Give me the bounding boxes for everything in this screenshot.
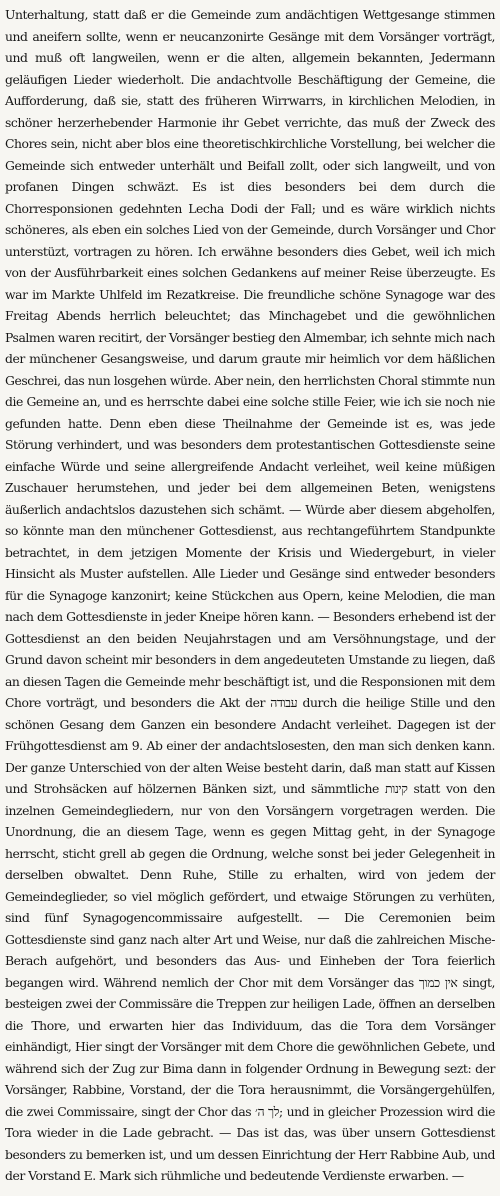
article-text: Unterhaltung, statt daß er die Gemeinde zum andächtigen Wettgesange stimmen und aneifern sollte, wenn er neucanzonirte Gesänge mit dem Vorsänger vorträgt, und muß oft langweilen, wenn er die alten, allgemein bekannten, Jedermann geläufigen Lieder wiederholt. Die andachtvolle Beschäftigung der Gemeine, die Aufforderung, daß sie, statt des früheren Wirrwarrs, in kirchlichen Melodien, in schöner herzerhebender Harmonie ihr Gebet verrichte, das muß der Zweck des Chores sein, nicht aber blos eine theoretischkirchliche Vorstellung, bei welcher die Gemeinde sich entweder unterhält und Beifall zollt, oder sich langweilt, und von profanen Dingen schwäzt. Es ist dies besonders bei dem durch die Chorresponsionen gedehnten Lecha Dodi der Fall; und es wäre wirklich nichts schöneres, als eben ein solches Lied von der Gemeinde, durch Vorsänger und Chor unterstüzt, vortragen zu hören. Ich erwähne besonders dies Gebet, weil ich mich von der Ausführbarkeit eines solchen Gedankens auf meiner Reise überzeugte. Es war im Markte Uhlfeld im Rezatkreise. Die freundliche schöne Synagoge war des Freitag Abends herrlich beleuchtet; das Minchagebet und die gewöhnlichen Psalmen waren recitirt, der Vorsänger bestieg den Almembar, ich sehnte mich nach der münchener Gesangsweise, und darum graute mir heimlich vor dem häßlichen Geschrei, das nun losgehen würde. Aber nein, den herrlichsten Choral stimmte nun die Gemeine an, und es herrschte dabei eine solche stille Feier, wie ich sie noch nie gefunden hatte. Denn eben diese Theilnahme der Gemeinde ist es, was jede Störung verhindert, und was besonders dem protestantischen Gottesdienste seine einfache Würde und seine allergreifende Andacht verleihet, weil keine müßigen Zuschauer herumstehen, und jeder bei dem allgemeinen Beten, wenigstens äußerlich andachtslos dazustehen sich schämt. — Würde aber diesem abgeholfen, so könnte man den münchener Gottesdienst, aus rechtangeführtem Standpunkte betrachtet, in dem jetzigen Momente der Krisis und Wiedergeburt, in vieler Hinsicht als Muster aufstellen. Alle Lieder und Gesänge sind entweder besonders für die Synagoge kanzonirt; keine Stückchen aus Opern, keine Melodien, die man nach dem Gottesdienste in jeder Kneipe hören kann. — Besonders erhebend ist der Gottesdienst an den beiden Neujahrstagen und am Versöhnungstage, und der Grund davon scheint mir besonders in dem angedeuteten Umstande zu liegen, daß an diesen Tagen die Gemeinde mehr beschäftigt ist, und die Responsionen mit dem Chore vorträgt, und besonders die Akt der עבודה durch die heilige Stille und den schönen Gesang dem Ganzen ein besondere Andacht verleihet. Dagegen ist der Frühgottesdienst am 9. Ab einer der andachtslosesten, den man sich denken kann. Der ganze Unterschied von der alten Weise besteht darin, daß man statt auf Kissen und Strohsäcken auf hölzernen Bänken sizt, und sämmtliche קינות statt von den inzelnen Gemeindegliedern, nur von den Vorsängern vorgetragen werden. Die Unordnung, die an diesem Tage, wenn es gegen Mittag geht, in der Synagoge herrscht, sticht grell ab gegen die Ordnung, welche sonst bei jeder Gelegenheit in derselben obwaltet. Denn Ruhe, Stille zu erhalten, wird von jedem der Gemeindeglieder, so viel möglich gefördert, und etwaige Störungen zu verhüten, sind fünf Synagogencommissaire aufgestellt. — Die Ceremonien beim Gottesdienste sind ganz nach alter Art und Weise, nur daß die zahlreichen Mische-Berach aufgehört, und besonders das Aus- und Einheben der Tora feierlich begangen wird. Während nemlich der Chor mit dem Vorsänger das אין כמוך singt, besteigen zwei der Commissäre die Treppen zur heiligen Lade, öffnen an derselben die Thore, und erwarten hier das Individuum, das die Tora dem Vorsänger einhändigt, Hier singt der Vorsänger mit dem Chore die gewöhnlichen Gebete, und während sich der Zug zur Bima dann in folgender Ordnung in Bewegung sezt: der Vorsänger, Rabbine, Vorstand, der die Tora herausnimmt, die Vorsängergehülfen, die zwei Commissaire, singt der Chor das לך ה׳; und in gleicher Prozession wird die Tora wieder in die Lade gebracht. — Das ist das, was über unsern Gottesdienst besonders zu bemerken ist, und um dessen Einrichtung der Herr Rabbine Aub, und der Vorstand E. Mark sich rühmliche und bedeutende Verdienste erwarben. —	[5, 7, 496, 1183]
